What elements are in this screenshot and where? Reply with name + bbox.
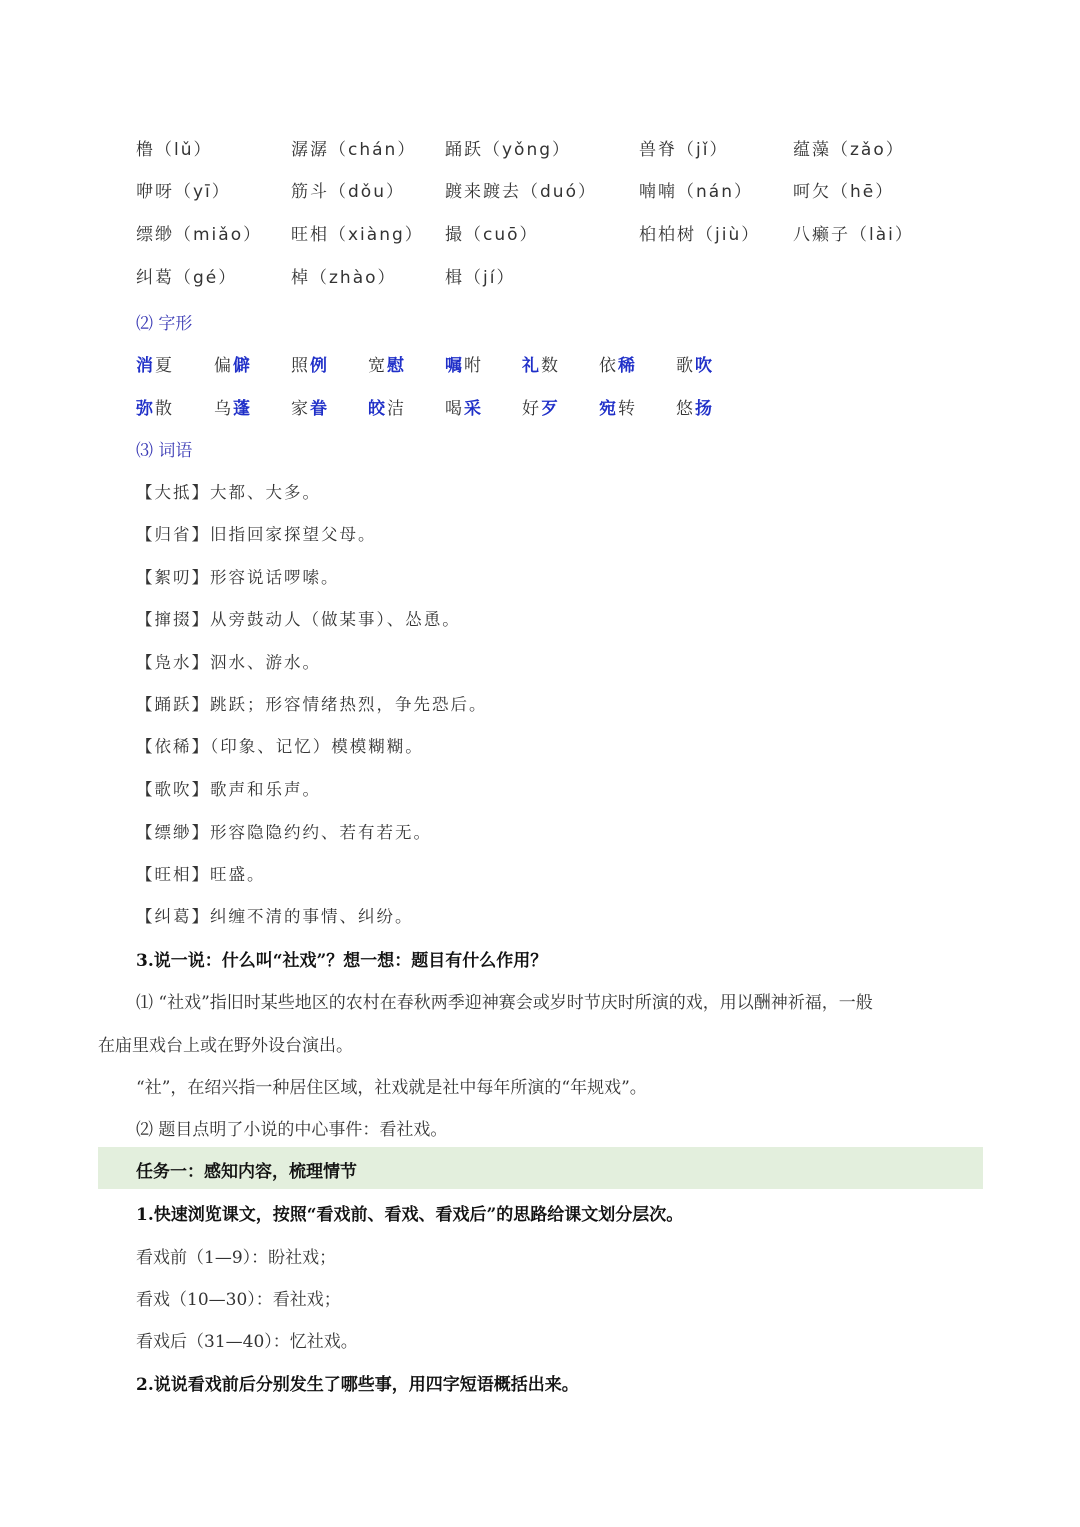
plain-char: 依 [599,356,618,376]
emphasis-char: 蓬 [233,399,252,419]
glyph-word [522,394,560,419]
pinyin-item: 八癞子（lài） [793,225,914,245]
plain-char: 洁 [387,399,406,419]
section-title-zixing: ⑵ 字形 [136,314,193,334]
outline-line: 看戏后（31—40）：忆社戏。 [136,1332,358,1352]
emphasis-char: 宛 [599,399,618,419]
glyph-word [599,394,637,419]
glyph-word [368,351,406,376]
emphasis-char: 采 [464,399,483,419]
emphasis-char: 弥 [136,399,155,419]
pinyin-item: 棹（zhào） [291,268,397,288]
definition-item: 【絮叨】形容说话啰嗦。 [136,568,340,587]
glyph-word [136,351,174,376]
emphasis-char: 礼 [522,356,541,376]
glyph-word [136,394,174,419]
pinyin-item: 喃喃（nán） [639,182,753,202]
plain-char: 夏 [155,356,174,376]
glyph-word [676,351,714,376]
paragraph: ⑴ “社戏”指旧时某些地区的农村在春秋两季迎神赛会或岁时节庆时所演的戏，用以酬神祈福，一般 [136,993,873,1013]
outline-line: 看戏前（1—9）：盼社戏； [136,1248,337,1268]
pinyin-item: 撮（cuō） [445,225,539,245]
pinyin-item: 橹（lǔ） [136,140,213,160]
glyph-word [214,394,252,419]
pinyin-item: 蕴藻（zǎo） [793,140,905,160]
emphasis-char: 皎 [368,399,387,419]
emphasis-char: 吹 [695,356,714,376]
plain-char: 转 [618,399,637,419]
plain-char: 喝 [445,399,464,419]
section-title-ciyu: ⑶ 词语 [136,441,193,461]
definition-item: 【大抵】大都、大多。 [136,483,321,502]
pinyin-item: 纠葛（gé） [136,268,238,288]
task-banner-title: 任务一：感知内容，梳理情节 [136,1162,357,1182]
plain-char: 散 [155,399,174,419]
glyph-word [291,394,329,419]
plain-char: 歌 [676,356,695,376]
task-question-1: 1.快速浏览课文，按照“看戏前、看戏、看戏后”的思路给课文划分层次。 [136,1205,684,1225]
glyph-word [522,351,560,376]
pinyin-item: 桕柏树（jiù） [639,225,761,245]
task-question-2: 2.说说看戏前后分别发生了哪些事，用四字短语概括出来。 [136,1375,579,1395]
question-3-title: 3.说一说：什么叫“社戏”？想一想：题目有什么作用？ [136,951,548,971]
emphasis-char: 嘱 [445,356,464,376]
emphasis-char: 例 [310,356,329,376]
paragraph: “社”，在绍兴指一种居住区域，社戏就是社中每年所演的“年规戏”。 [136,1078,647,1098]
glyph-word [214,351,252,376]
definition-item: 【依稀】（印象、记忆）模模糊糊。 [136,737,424,756]
glyph-word [599,351,637,376]
emphasis-char: 慰 [387,356,406,376]
definition-item: 【纠葛】纠缠不清的事情、纠纷。 [136,907,414,926]
pinyin-item: 旺相（xiàng） [291,225,424,245]
emphasis-char: 僻 [233,356,252,376]
pinyin-item: 缥缈（miǎo） [136,225,263,245]
emphasis-char: 消 [136,356,155,376]
pinyin-item: 踱来踱去（duó） [445,182,597,202]
pinyin-item: 咿呀（yī） [136,182,231,202]
plain-char: 宽 [368,356,387,376]
emphasis-char: 歹 [541,399,560,419]
emphasis-char: 眷 [310,399,329,419]
plain-char: 好 [522,399,541,419]
plain-char: 偏 [214,356,233,376]
plain-char: 家 [291,399,310,419]
glyph-word [368,394,406,419]
glyph-word [291,351,329,376]
plain-char: 咐 [464,356,483,376]
emphasis-char: 扬 [695,399,714,419]
definition-item: 【歌吹】歌声和乐声。 [136,780,321,799]
paragraph: ⑵ 题目点明了小说的中心事件：看社戏。 [136,1120,448,1140]
pinyin-item: 潺潺（chán） [291,140,417,160]
definition-item: 【撺掇】从旁鼓动人（做某事）、怂恿。 [136,610,461,629]
definition-item: 【凫水】泅水、游水。 [136,653,321,672]
glyph-word [445,351,483,376]
pinyin-item: 踊跃（yǒng） [445,140,572,160]
glyph-word [676,394,714,419]
definition-item: 【归省】旧指回家探望父母。 [136,525,377,544]
emphasis-char: 稀 [618,356,637,376]
definition-item: 【旺相】旺盛。 [136,865,266,884]
plain-char: 悠 [676,399,695,419]
plain-char: 数 [541,356,560,376]
definition-item: 【踊跃】跳跃；形容情绪热烈，争先恐后。 [136,695,488,714]
outline-line: 看戏（10—30）：看社戏； [136,1290,341,1310]
task-banner [98,1147,983,1189]
pinyin-item: 楫（jí） [445,268,516,288]
paragraph: 在庙里戏台上或在野外设台演出。 [98,1036,353,1056]
plain-char: 照 [291,356,310,376]
pinyin-item: 呵欠（hē） [793,182,895,202]
pinyin-item: 筋斗（dǒu） [291,182,405,202]
glyph-word [445,394,483,419]
plain-char: 乌 [214,399,233,419]
pinyin-item: 兽脊（jǐ） [639,140,729,160]
definition-item: 【缥缈】形容隐隐约约、若有若无。 [136,823,432,842]
